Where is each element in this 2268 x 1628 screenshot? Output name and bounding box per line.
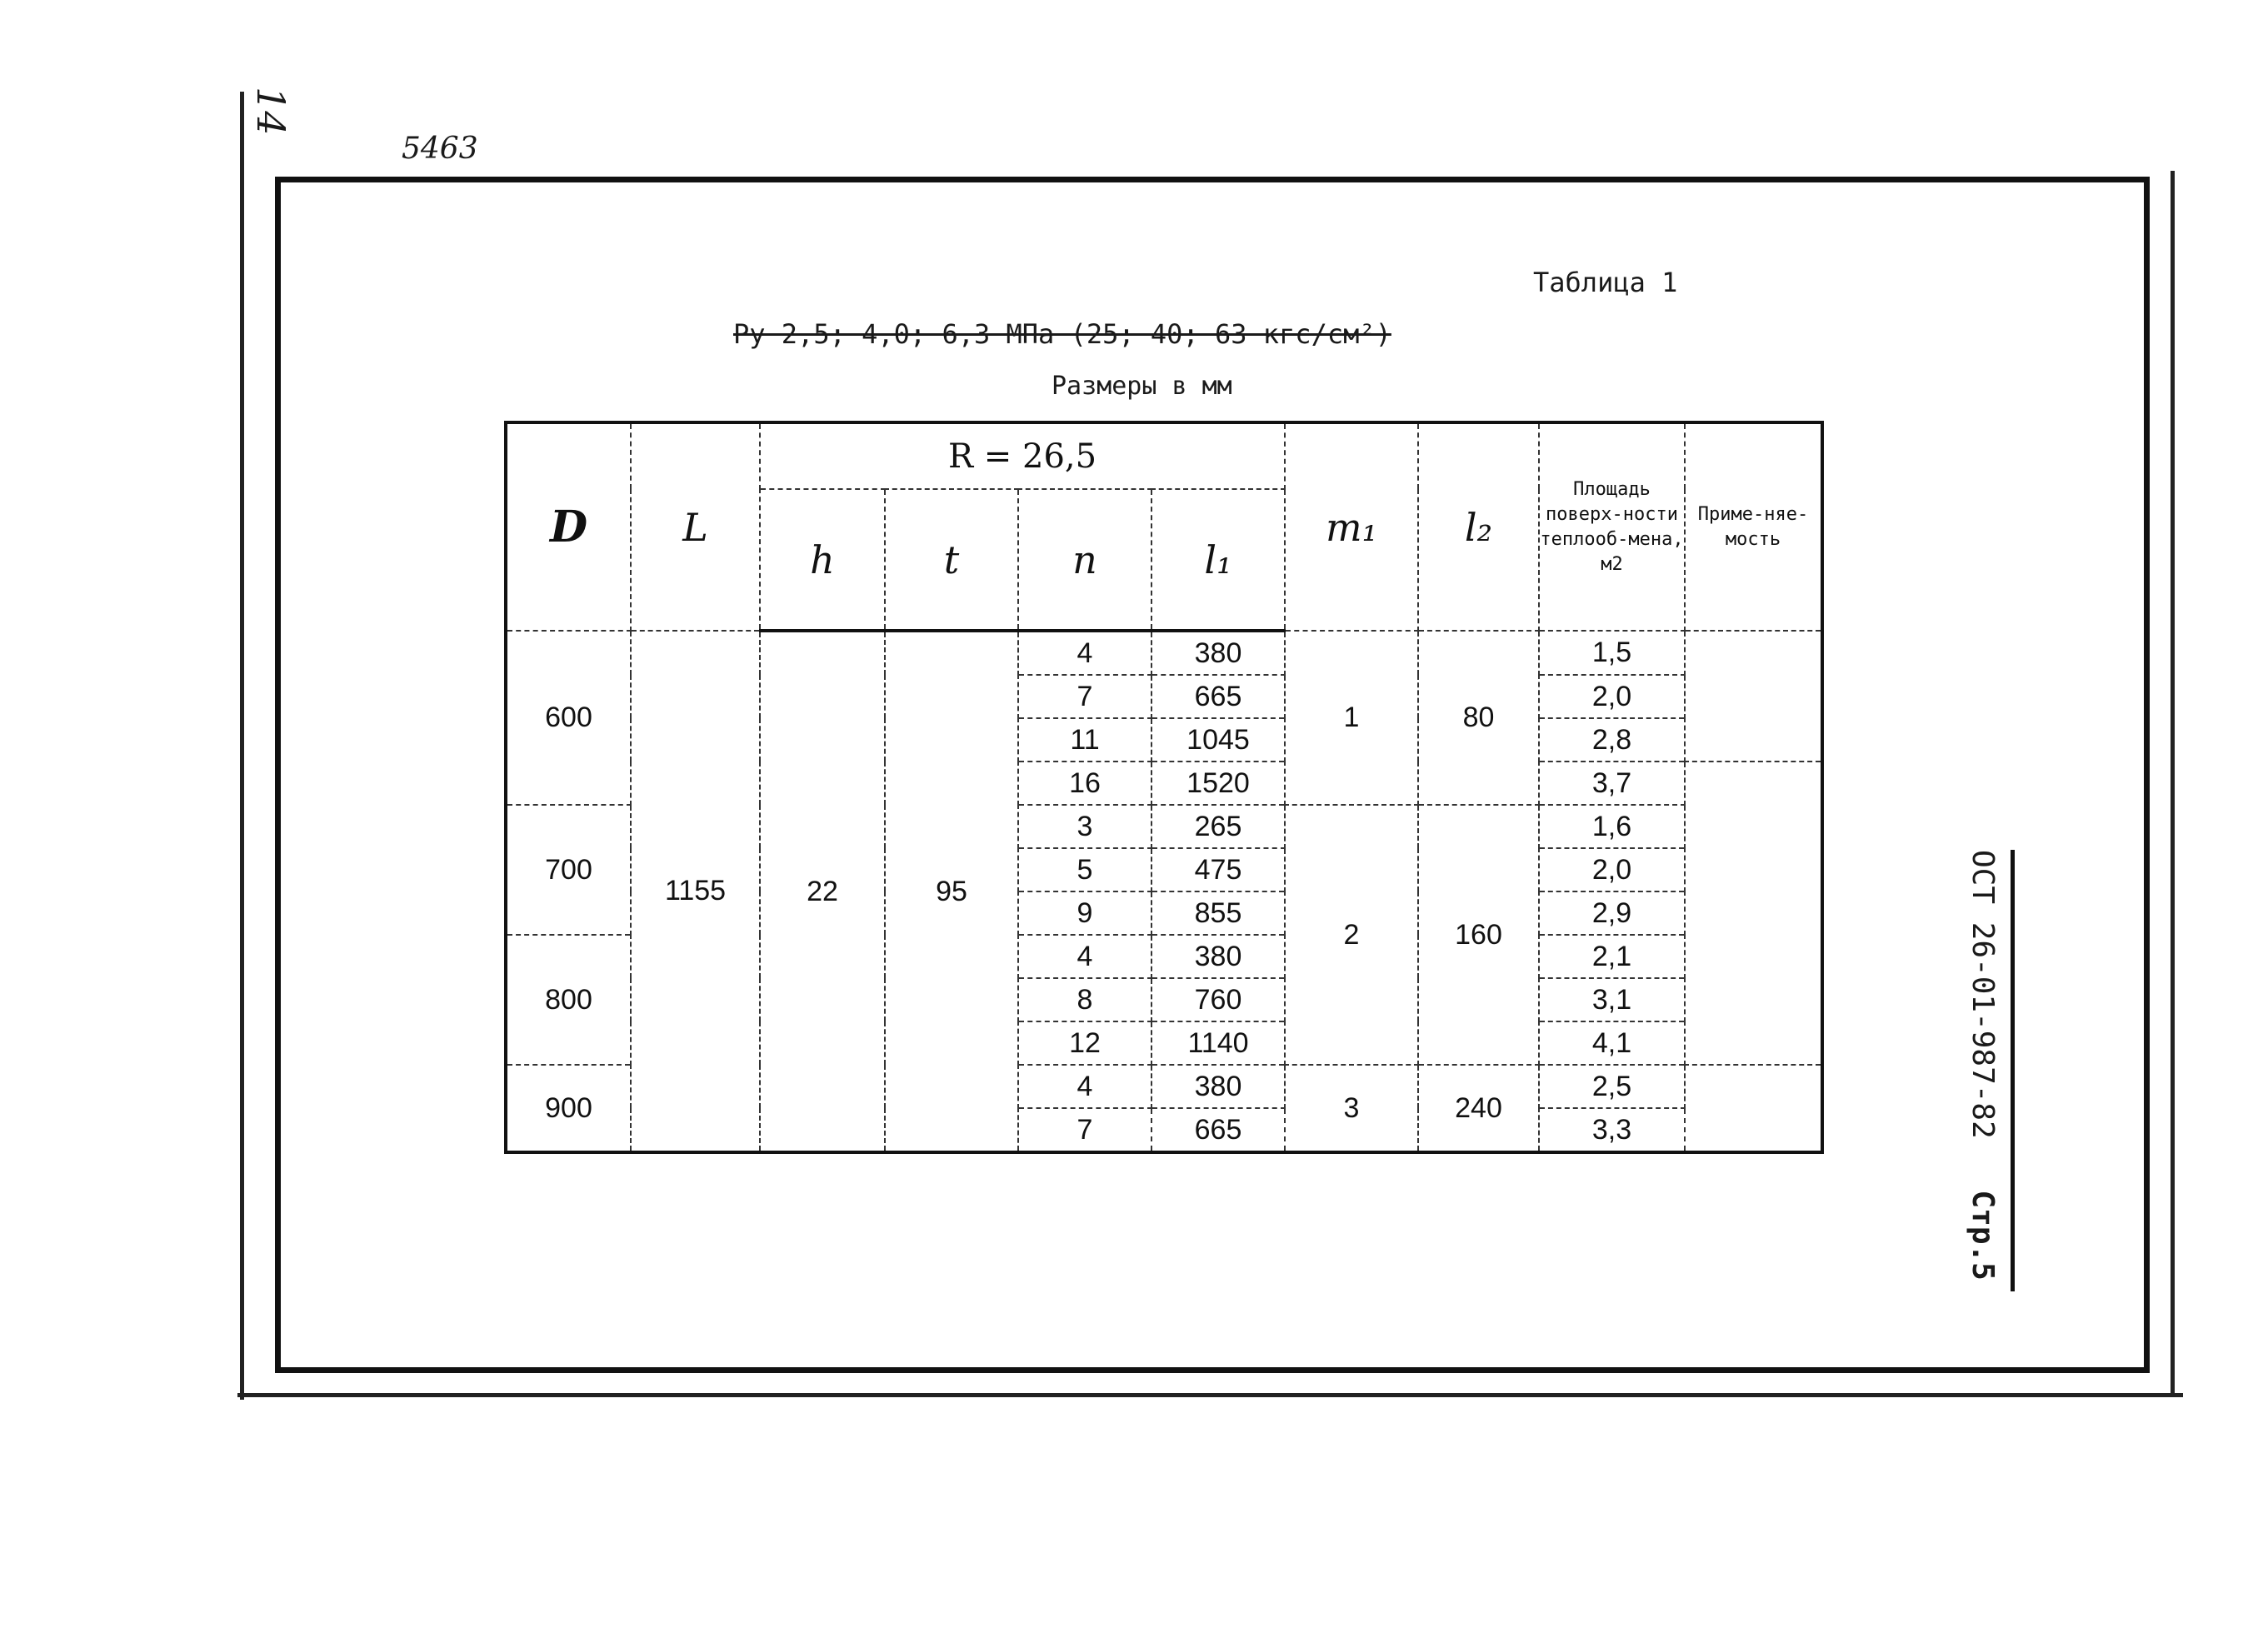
cell-area: 1,6 [1539, 805, 1685, 848]
cell-n: 16 [1018, 762, 1151, 805]
header-m1: m₁ [1285, 422, 1418, 631]
cell-l1: 380 [1151, 631, 1285, 675]
cell-l1: 1520 [1151, 762, 1285, 805]
cell-n: 4 [1018, 935, 1151, 978]
cell-D: 900 [506, 1065, 631, 1152]
page-reference: Стр.5 [1966, 1190, 2000, 1281]
cell-n: 7 [1018, 1108, 1151, 1152]
header-l1: l₁ [1151, 489, 1285, 631]
cell-n: 8 [1018, 978, 1151, 1021]
units-note: Размеры в мм [1052, 372, 1232, 401]
side-label [1966, 850, 2000, 1281]
header-l2: l₂ [1418, 422, 1539, 631]
cell-h: 22 [760, 631, 885, 1152]
cell-area: 2,0 [1539, 675, 1685, 718]
outer-left-border [240, 92, 244, 1400]
header-area: Площадь поверх-ности теплооб-мена, м2 [1539, 422, 1685, 631]
pressure-line: Ру 2,5; 4,0; 6,3 МПа (25; 40; 63 кгс/см²) [733, 318, 1391, 350]
cell-n: 7 [1018, 675, 1151, 718]
cell-l1: 380 [1151, 1065, 1285, 1108]
header-D: D [506, 422, 631, 631]
cell-n: 5 [1018, 848, 1151, 891]
cell-area: 4,1 [1539, 1021, 1685, 1065]
cell-l1: 475 [1151, 848, 1285, 891]
header-R-group: R = 26,5 [760, 422, 1285, 489]
cell-l2: 240 [1418, 1065, 1539, 1152]
cell-area: 3,7 [1539, 762, 1685, 805]
side-bar [2011, 850, 2015, 1291]
cell-t: 95 [885, 631, 1018, 1152]
cell-n: 12 [1018, 1021, 1151, 1065]
archive-number: 5463 [402, 132, 478, 166]
cell-l2: 160 [1418, 805, 1539, 1065]
page-number: 14 [248, 87, 293, 136]
cell-area: 2,8 [1539, 718, 1685, 762]
header-L: L [631, 422, 760, 631]
header-n: n [1018, 489, 1151, 631]
cell-l1: 265 [1151, 805, 1285, 848]
cell-applicability [1685, 1065, 1822, 1152]
cell-area: 3,3 [1539, 1108, 1685, 1152]
cell-l2: 80 [1418, 631, 1539, 805]
cell-m1: 2 [1285, 805, 1418, 1065]
cell-applicability [1685, 631, 1822, 762]
cell-D: 600 [506, 631, 631, 805]
header-applicability: Приме-няе-мость [1685, 422, 1822, 631]
cell-D: 800 [506, 935, 631, 1065]
dimensions-table [504, 421, 1824, 1154]
cell-m1: 3 [1285, 1065, 1418, 1152]
standard-code: ОСТ 26-01-987-82 [1966, 850, 2000, 1139]
cell-area: 2,5 [1539, 1065, 1685, 1108]
cell-area: 3,1 [1539, 978, 1685, 1021]
cell-L: 1155 [631, 631, 760, 1152]
cell-area: 2,9 [1539, 891, 1685, 935]
cell-l1: 1140 [1151, 1021, 1285, 1065]
cell-area: 2,1 [1539, 935, 1685, 978]
cell-l1: 665 [1151, 675, 1285, 718]
cell-l1: 380 [1151, 935, 1285, 978]
cell-m1: 1 [1285, 631, 1418, 805]
header-t: t [885, 489, 1018, 631]
cell-D: 700 [506, 805, 631, 935]
cell-area: 1,5 [1539, 631, 1685, 675]
cell-n: 3 [1018, 805, 1151, 848]
cell-l1: 760 [1151, 978, 1285, 1021]
header-h: h [760, 489, 885, 631]
cell-n: 9 [1018, 891, 1151, 935]
table-number: Таблица 1 [1533, 267, 1678, 298]
cell-n: 4 [1018, 631, 1151, 675]
cell-l1: 665 [1151, 1108, 1285, 1152]
cell-l1: 855 [1151, 891, 1285, 935]
table-row [506, 631, 1822, 675]
cell-n: 4 [1018, 1065, 1151, 1108]
cell-area: 2,0 [1539, 848, 1685, 891]
outer-right-border [2171, 171, 2175, 1396]
cell-l1: 1045 [1151, 718, 1285, 762]
cell-n: 11 [1018, 718, 1151, 762]
cell-applicability [1685, 762, 1822, 1065]
outer-bottom-border [237, 1393, 2183, 1397]
